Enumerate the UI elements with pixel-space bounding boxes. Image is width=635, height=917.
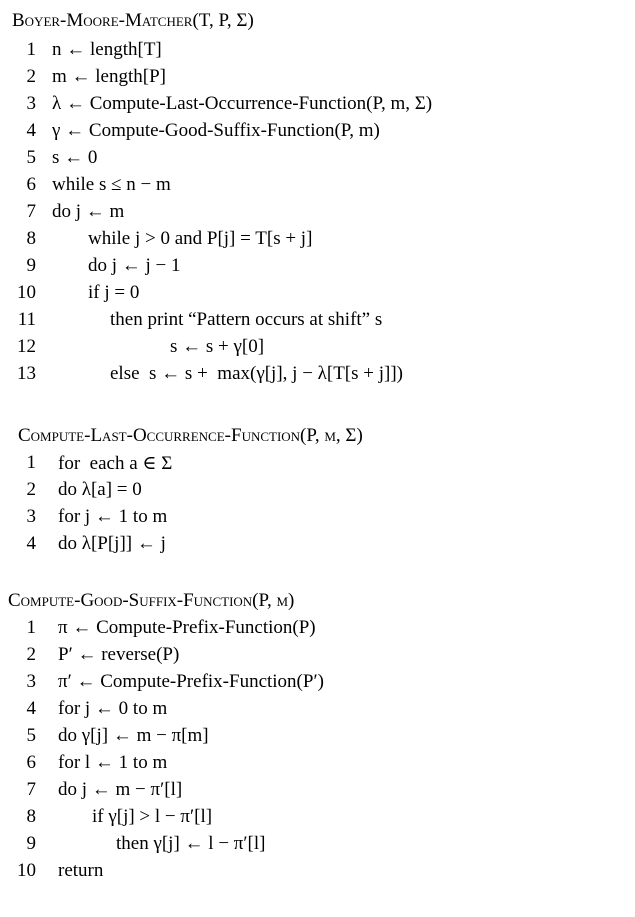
algorithm-title	[8, 590, 294, 612]
code-line	[0, 533, 635, 559]
line-text: for l ← 1 to m	[58, 752, 168, 773]
title-sc: Compute-Good-Suffix-Function(P, m)	[8, 590, 295, 611]
line-text: m ← length[P]	[52, 66, 166, 87]
line-text: π′ ← Compute-Prefix-Function(P′)	[58, 671, 324, 692]
code-line	[0, 309, 635, 335]
line-text: if j = 0	[88, 282, 140, 303]
code-line	[0, 147, 635, 173]
code-line	[0, 120, 635, 146]
line-number: 2	[26, 66, 36, 87]
line-number: 2	[26, 479, 36, 500]
line-number: 1	[26, 617, 36, 638]
code-line	[0, 617, 635, 643]
line-text: for j ← 0 to m	[58, 698, 168, 719]
code-line	[0, 282, 635, 308]
line-number: 6	[26, 174, 36, 195]
code-line	[0, 506, 635, 532]
algorithm-title	[12, 10, 254, 32]
line-number: 7	[26, 779, 36, 800]
code-line	[0, 725, 635, 751]
line-text: do λ[a] = 0	[58, 479, 142, 500]
line-number: 8	[26, 228, 36, 249]
line-number: 11	[17, 309, 36, 330]
line-number: 3	[26, 671, 36, 692]
line-number: 4	[26, 698, 36, 719]
line-number: 1	[26, 452, 36, 473]
line-number: 8	[26, 806, 36, 827]
line-text: for each a ∈ Σ	[58, 453, 173, 474]
code-line	[0, 833, 635, 859]
code-line	[0, 363, 635, 389]
line-text: do γ[j] ← m − π[m]	[58, 725, 209, 746]
code-line	[0, 174, 635, 200]
code-line	[0, 228, 635, 254]
line-number: 12	[17, 336, 36, 357]
line-text: π ← Compute-Prefix-Function(P)	[58, 617, 316, 638]
line-number: 7	[26, 201, 36, 222]
line-number: 3	[26, 506, 36, 527]
line-text: n ← length[T]	[52, 39, 162, 60]
line-text: γ ← Compute-Good-Suffix-Function(P, m)	[52, 120, 380, 141]
line-number: 2	[26, 644, 36, 665]
line-number: 10	[17, 860, 36, 881]
line-number: 4	[26, 533, 36, 554]
line-number: 5	[26, 147, 36, 168]
line-text: if γ[j] > l − π′[l]	[92, 806, 213, 827]
title-sc: Compute-Last-Occurrence-Function(P, m, Σ)	[18, 425, 363, 446]
line-text: while s ≤ n − m	[52, 174, 171, 195]
title-sc: Boyer-Moore-Matcher(T, P, Σ)	[12, 10, 254, 31]
code-line	[0, 201, 635, 227]
line-number: 1	[26, 39, 36, 60]
code-line	[0, 752, 635, 778]
code-line	[0, 806, 635, 832]
line-number: 10	[17, 282, 36, 303]
code-line	[0, 93, 635, 119]
line-text: else s ← s + max(γ[j], j − λ[T[s + j]])	[110, 363, 403, 384]
code-line	[0, 336, 635, 362]
code-line	[0, 698, 635, 724]
line-text: then print “Pattern occurs at shift” s	[110, 309, 383, 330]
line-text: while j > 0 and P[j] = T[s + j]	[88, 228, 313, 249]
code-line	[0, 860, 635, 886]
line-text: return	[58, 860, 104, 881]
code-line	[0, 66, 635, 92]
line-number: 5	[26, 725, 36, 746]
line-number: 13	[17, 363, 36, 384]
line-number: 6	[26, 752, 36, 773]
code-line	[0, 479, 635, 505]
line-number: 9	[26, 255, 36, 276]
line-text: do j ← m − π′[l]	[58, 779, 183, 800]
code-line	[0, 255, 635, 281]
code-line	[0, 671, 635, 697]
line-text: for j ← 1 to m	[58, 506, 168, 527]
code-line	[0, 644, 635, 670]
line-number: 3	[26, 93, 36, 114]
code-line	[0, 779, 635, 805]
algorithm-title	[18, 425, 363, 447]
line-number: 9	[26, 833, 36, 854]
line-number: 4	[26, 120, 36, 141]
line-text: do j ← j − 1	[88, 255, 181, 276]
code-line	[0, 452, 635, 478]
line-text: P′ ← reverse(P)	[58, 644, 180, 665]
line-text: s ← 0	[52, 147, 98, 168]
line-text: do j ← m	[52, 201, 125, 222]
line-text: λ ← Compute-Last-Occurrence-Function(P, m, Σ)	[52, 93, 433, 114]
line-text: s ← s + γ[0]	[170, 336, 265, 357]
code-line	[0, 39, 635, 65]
line-text: do λ[P[j]] ← j	[58, 533, 166, 554]
line-text: then γ[j] ← l − π′[l]	[116, 833, 266, 854]
